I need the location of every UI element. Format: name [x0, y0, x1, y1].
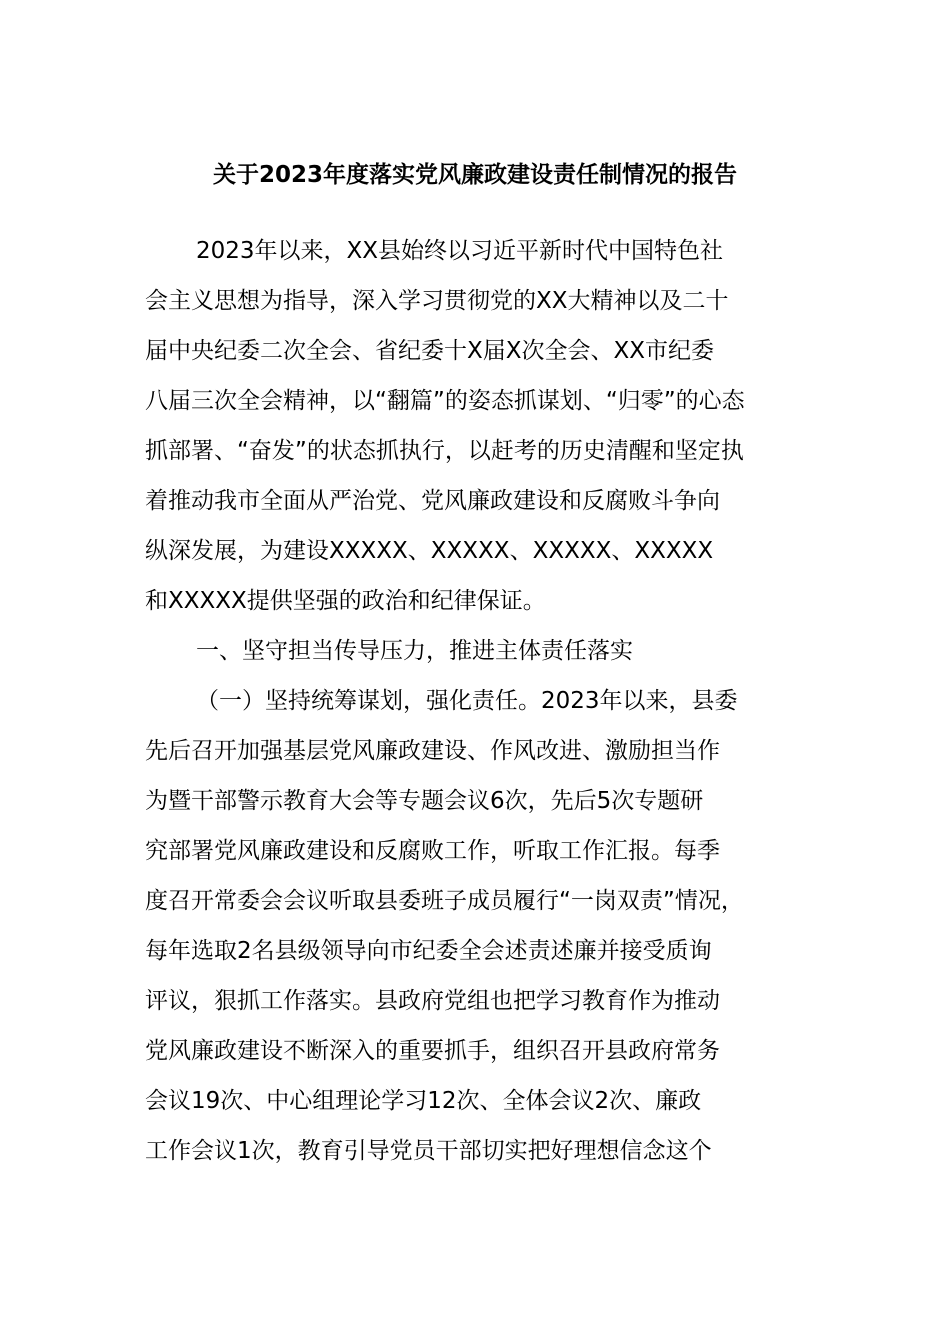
paragraph-1-line-4: 八届三次全会精神，以“翻篇”的姿态抓谋划、“归零”的心态: [145, 388, 745, 414]
paragraph-2-line-2: 先后召开加强基层党风廉政建设、作风改进、激励担当作: [145, 738, 720, 764]
paragraph-1-line-2: 会主义思想为指导，深入学习贯彻党的XX大精神以及二十: [145, 288, 729, 314]
paragraph-2-line-5: 度召开常委会会议听取县委班子成员履行“一岗双责”情况，: [145, 888, 744, 914]
paragraph-2-line-1: （一）坚持统筹谋划，强化责任。2023年以来，县委: [196, 688, 738, 714]
paragraph-2-line-10: 工作会议1次，教育引导党员干部切实把好理想信念这个: [145, 1138, 712, 1164]
paragraph-1-line-6: 着推动我市全面从严治党、党风廉政建设和反腐败斗争向: [145, 488, 720, 514]
paragraph-2-line-3: 为暨干部警示教育大会等专题会议6次，先后5次专题研: [145, 788, 704, 814]
paragraph-1-line-7: 纵深发展，为建设XXXXX、XXXXX、XXXXX、XXXXX: [145, 538, 714, 564]
paragraph-1-line-8: 和XXXXX提供坚强的政治和纪律保证。: [145, 588, 546, 614]
paragraph-1-line-1: 2023年以来，XX县始终以习近平新时代中国特色社: [196, 238, 724, 264]
paragraph-1-line-5: 抓部署、“奋发”的状态抓执行，以赶考的历史清醒和坚定执: [145, 438, 744, 464]
paragraph-2-line-7: 评议，狠抓工作落实。县政府党组也把学习教育作为推动: [145, 988, 720, 1014]
paragraph-2-line-4: 究部署党风廉政建设和反腐败工作，听取工作汇报。每季: [145, 838, 720, 864]
section-heading-1: 一、坚守担当传导压力，推进主体责任落实: [196, 638, 633, 664]
paragraph-2-line-9: 会议19次、中心组理论学习12次、全体会议2次、廉政: [145, 1088, 702, 1114]
paragraph-2-line-8: 党风廉政建设不断深入的重要抓手，组织召开县政府常务: [145, 1038, 720, 1064]
paragraph-2-line-6: 每年选取2名县级领导向市纪委全会述责述廉并接受质询: [145, 938, 712, 964]
document-title: 关于2023年度落实党风廉政建设责任制情况的报告: [212, 162, 737, 188]
paragraph-1-line-3: 届中央纪委二次全会、省纪委十X届X次全会、XX市纪委: [145, 338, 715, 364]
